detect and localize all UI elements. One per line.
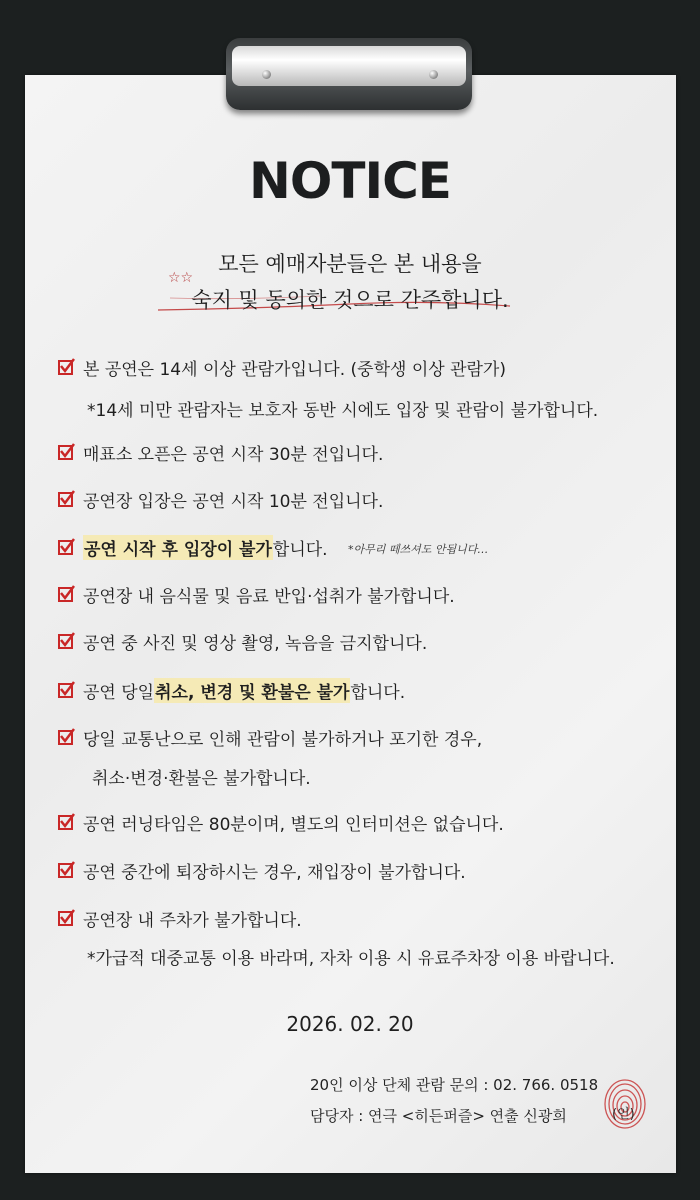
notice-item-text: 본 공연은 14세 이상 관람가입니다. (중학생 이상 관람가): [83, 360, 506, 380]
check-icon: [58, 863, 73, 878]
notice-paper: [25, 75, 676, 1173]
svg-text:☆☆: ☆☆: [168, 270, 194, 286]
notice-item-note: *가급적 대중교통 이용 바라며, 자차 이용 시 유료주차장 이용 바랍니다.: [87, 949, 615, 969]
notice-item-5: [58, 582, 455, 607]
notice-item-8: [58, 725, 482, 750]
check-icon: [58, 911, 73, 926]
check-icon: [58, 360, 73, 375]
manager-info: 담당자 : 연극 <히든퍼즐> 연출 신광희: [310, 1107, 567, 1125]
notice-item-text: 합니다.: [350, 683, 406, 703]
notice-item-text: 매표소 오픈은 공연 시작 30분 전입니다.: [83, 445, 384, 465]
check-icon: [58, 492, 73, 507]
notice-item-text: 공연장 내 주차가 불가합니다.: [83, 911, 302, 931]
page-title: NOTICE: [249, 152, 451, 210]
notice-item-text: 공연 중간에 퇴장하시는 경우, 재입장이 불가합니다.: [83, 863, 466, 883]
check-icon: [58, 445, 73, 460]
check-icon: [58, 683, 73, 698]
notice-item-text: 공연장 입장은 공연 시작 10분 전입니다.: [83, 492, 384, 512]
notice-item-3: [58, 487, 383, 512]
handwritten-note: *아무리 떼쓰셔도 안됩니다…: [348, 543, 489, 556]
notice-item-6: [58, 629, 427, 654]
check-icon: [58, 587, 73, 602]
check-icon: [58, 540, 73, 555]
notice-item-2: [58, 440, 383, 465]
intro-line-1: 모든 예매자분들은 본 내용을: [218, 252, 482, 276]
clip-screw-left: [262, 70, 271, 79]
notice-item-1: [58, 355, 506, 380]
notice-item-text: 합니다.: [272, 540, 328, 560]
notice-item-text: 공연장 내 음식물 및 음료 반입·섭취가 불가합니다.: [83, 587, 455, 607]
notice-item-10: [58, 858, 466, 883]
notice-item-7: [58, 678, 405, 703]
notice-item-text: 당일 교통난으로 인해 관람이 불가하거나 포기한 경우,: [83, 730, 483, 750]
notice-item-text: 공연 당일: [83, 683, 155, 703]
notice-item-11: [58, 906, 302, 931]
clip-screw-right: [429, 70, 438, 79]
notice-item-4: [58, 535, 328, 560]
check-icon: [58, 815, 73, 830]
intro-line-2: 숙지 및 동의한 것으로 간주합니다.: [191, 288, 509, 312]
seal-mark: (인): [612, 1107, 635, 1122]
clip-plate: [232, 46, 466, 86]
notice-item-note: *14세 미만 관람자는 보호자 동반 시에도 입장 및 관람이 불가합니다.: [87, 401, 599, 421]
notice-item-note: 취소·변경·환불은 불가합니다.: [92, 769, 311, 789]
highlighted-text: 취소, 변경 및 환불은 불가: [154, 678, 350, 703]
group-inquiry: 20인 이상 단체 관람 문의 : 02. 766. 0518: [310, 1076, 599, 1094]
notice-item-9: [58, 810, 504, 835]
check-icon: [58, 634, 73, 649]
notice-item-text: 공연 러닝타임은 80분이며, 별도의 인터미션은 없습니다.: [83, 815, 504, 835]
notice-date: 2026. 02. 20: [286, 1012, 414, 1036]
highlighted-text: 공연 시작 후 입장이 불가: [83, 535, 273, 560]
check-icon: [58, 730, 73, 745]
notice-item-text: 공연 중 사진 및 영상 촬영, 녹음을 금지합니다.: [83, 634, 428, 654]
